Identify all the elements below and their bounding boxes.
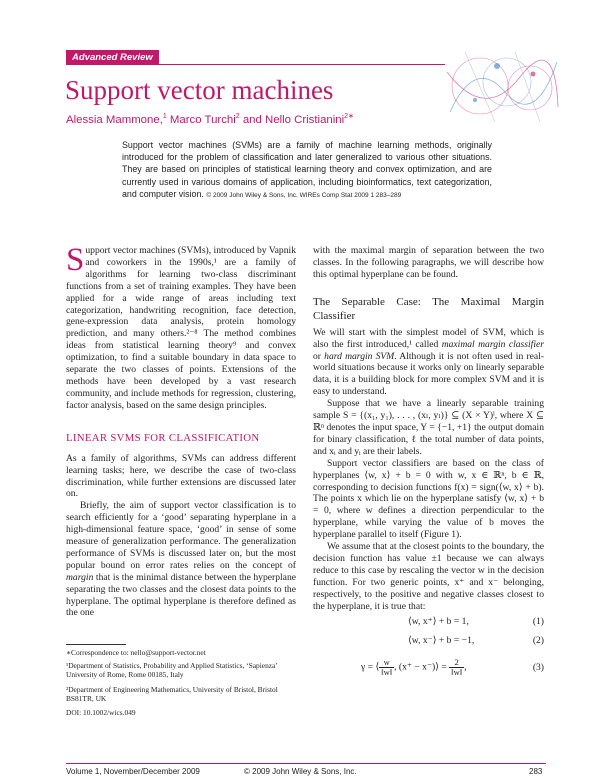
body-text: Briefly, the aim of support vector classification is to search efficiently for a ‘good’ separating hyperplane in a high-dimensional feature space, ‘good’ in sense of some measure of generalization performance. The generalization performance of SVMs is discussed later on, but the most popular bound on error rates relies on the concept of [66,500,296,571]
footnote-affiliation-2: ²Department of Engineering Mathematics, University of Bristol, Bristol BS81TR, UK [66,685,278,704]
left-column [66,242,296,619]
emphasis-text: hard margin SVM [324,350,395,362]
body-paragraph: Support vector classifiers are based on the class of hyperplanes ⟨w, x⟩ + b = 0 with w, x ∈ ℝⁿ, b ∈ ℝ, corresponding to decision functions f(x) = sign(⟨w, x⟩ + b). The points x which lie on the hyperplane satisfy ⟨w, x⟩ + b = 0, where w defines a direction perpendicular to the hyperplane, while varying the value of b moves the hyperplane parallel to itself (Figure 1). [313,457,544,541]
footer-volume: Volume 1, November/December 2009 [66,767,200,776]
body-text: . Although it is not often used in real-world situations because it works only on linearly separable data, it is a building block for more complex SVM and it is easy to understand. [313,350,544,398]
article-title: Support vector machines [65,75,334,105]
numerator: 2 [449,658,464,668]
equation-2 [313,635,544,650]
affiliation-mark: 2 [235,113,240,120]
emphasis-text: margin [66,571,94,583]
equation-number: (3) [532,662,544,674]
page-number: 283 [529,767,543,776]
equation-number: (1) [532,616,544,628]
affiliation-mark: 2∗ [344,113,354,120]
journal-decoration-graphic [445,52,560,122]
drop-cap: S [66,242,85,278]
equation-part: , [464,662,467,674]
denominator: ‖w‖ [381,667,393,678]
subsection-heading: The Separable Case: The Maximal Margin Classifier [313,295,544,322]
equation-body: ⟨w, x⁻⟩ + b = −1, [408,635,475,647]
fraction [379,658,394,677]
footer-rule [66,763,546,764]
equation-body: ⟨w, x⁺⟩ + b = 1, [408,616,469,628]
author-name: and Nello Cristianini [239,113,345,126]
denominator: ‖w‖ [451,667,463,678]
body-paragraph: Suppose that we have a linearly separable training sample S = {(x₁, y₁), . . . , (xₗ, yₗ)} ⊆ (X × Y)ˡ, where X ⊆ ℝⁿ denotes the input space, Y = {−1, +1} the output domain for binary classification, ℓ the total number of data points, and xᵢ and yᵢ are their labels. [313,398,544,457]
fraction [449,657,467,678]
intro-text: upport vector machines (SVMs), introduced by Vapnik and coworkers in the 1990s,¹ are a family of algorithms for learning two-class discriminant functions from a set of training examples. They have been applied for a wide range of areas including text categorization, handwriting recognition, face detection, gene-expression data analysis, protein homology prediction, and many others.²⁻⁸ The method combines ideas from statistical learning theory⁹ and convex optimization, to find a suitable boundary in data space to separate the two classes of points. Extensions of the methods have been developed by a vast research community, and include methods for regression, clustering, factor analysis, based on the same design principles. [66,245,296,411]
abstract-copyright: © 2009 John Wiley & Sons, Inc. WIREs Comp Stat 2009 1 283–289 [206,191,402,199]
equation-1 [313,616,544,631]
body-paragraph [66,500,296,619]
article-type-badge: Advanced Review [66,50,159,65]
author-list [66,110,354,127]
emphasis-text: maximal margin classifier [441,338,545,350]
body-text: We will start with the simplest model of SVM, which is also the first introduced,¹ called [313,326,544,350]
body-text: or [313,350,325,362]
body-paragraph: We assume that at the closest points to the boundary, the decision function has value ±1 because we can always reduce to this case by rescaling the vector w in the decision function. For two generic points, x⁺ and x⁻ belonging, respectively, to the positive and negative classes closest to the hyperplane, it is true that: [313,541,544,612]
intro-paragraph [66,242,296,412]
footnote-rule [66,644,126,645]
footer-copyright: © 2009 John Wiley & Sons, Inc. [244,767,357,776]
abstract-text: Support vector machines (SVMs) are a family of machine learning methods, originally introduced for the problem of classification and later generalized to various other situations. They are based on principles of statistical learning theory and convex optimization, and are currently used in various domains of application, including bioinformatics, text categorization, and computer vision. [122,140,492,199]
body-paragraph: As a family of algorithms, SVMs can address different learning tasks; here, we describe the case of two-class discrimination, while further extensions are discussed later on. [66,452,296,500]
affiliation-mark: 1 [162,113,167,120]
numerator: w [379,658,394,668]
author-name: Marco Turchi [166,113,236,126]
equation-number: (2) [532,635,544,647]
body-paragraph [313,327,544,398]
equation-part: , (x⁺ − x⁻)⟩ = [394,662,447,674]
right-column [313,245,544,684]
author-name: Alessia Mammone, [66,113,163,126]
equation-part: γ = ⟨ [361,662,380,674]
body-paragraph: with the maximal margin of separation between the two classes. In the following paragraphs, we will describe how this optimal hyperplane can be found. [313,245,544,280]
footnote-affiliation-1: ¹Department of Statistics, Probability and Applied Statistics, ‘Sapienza’ University of Rome, Rome 00185, Italy [66,661,278,680]
body-text: that is the minimal distance between the hyperplane separating the two classes and the closest data points to the hyperplane. The optimal hyperplane is therefore defined as the one [66,571,296,619]
footnote-correspondence: ∗Correspondence to: nello@support-vector.net [66,648,206,657]
equation-3 [313,654,544,684]
equation-body [361,658,467,677]
doi: DOI: 10.1002/wics.049 [66,708,136,717]
abstract [122,139,492,202]
section-heading: LINEAR SVMS FOR CLASSIFICATION [66,431,260,444]
